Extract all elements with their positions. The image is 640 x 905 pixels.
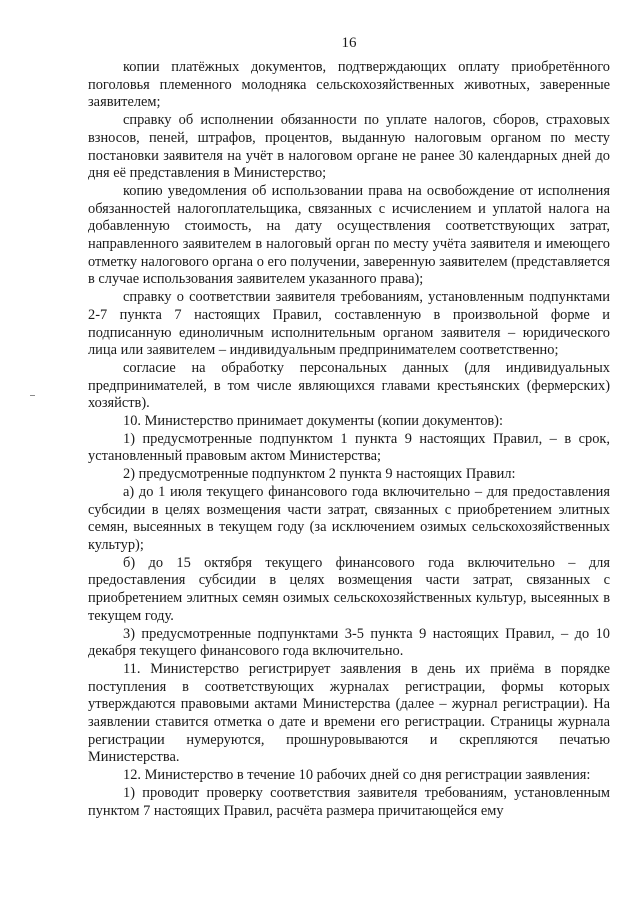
paragraph-clause-10-item-2b: б) до 15 октября текущего финансового года включительно – для предоставления субсидии в целях возмещения части затрат, связанных с приобретением элитных семян озимых сельскохозяйственных культур, высеянных в текущем году. — [88, 554, 610, 624]
paragraph-clause-10: 10. Министерство принимает документы (копии документов): — [123, 413, 503, 430]
page-number: 16 — [341, 35, 357, 51]
paragraph-personal-data-consent: согласие на обработку персональных данных (для индивидуальных предпринимателей, в том числе являющихся главами крестьянских (фермерских) хозяйств). — [88, 359, 610, 412]
paragraph-vat-exemption-notice: копию уведомления об использовании права на освобождение от исполнения обязанностей налогоплательщика, связанных с исчислением и уплатой налога на добавленную стоимость, на дату осуществления соответствующих затрат, направленного заявителем в налоговый орган по месту учёта заявителя и имеющего отметку налогового органа о его получении, заверенную заявителем (представляется в случае использования заявителем указанного права); — [88, 182, 610, 288]
document-body — [88, 59, 610, 820]
paragraph-clause-10-item-2: 2) предусмотренные подпунктом 2 пункта 9 настоящих Правил: — [123, 466, 516, 483]
paragraph-clause-12-item-1: 1) проводит проверку соответствия заявителя требованиям, установленным пунктом 7 настоящих Правил, расчёта размера причитающейся ему — [88, 784, 610, 819]
paragraph-clause-12: 12. Министерство в течение 10 рабочих дней со дня регистрации заявления: — [123, 767, 591, 784]
paragraph-tax-certificate: справку об исполнении обязанности по уплате налогов, сборов, страховых взносов, пеней, штрафов, процентов, выданную налоговым органом по месту постановки заявителя на учёт в налоговом органе не ранее 30 календарных дней до дня её представления в Министерство; — [88, 112, 610, 182]
scan-mark — [30, 395, 35, 396]
paragraph-payment-documents: копии платёжных документов, подтверждающих оплату приобретённого поголовья племенного молодняка сельскохозяйственных животных, заверенные заявителем; — [88, 59, 610, 111]
paragraph-compliance-certificate: справку о соответствии заявителя требованиям, установленным подпунктами 2-7 пункта 7 настоящих Правил, составленную в произвольной форме и подписанную единоличным исполнительным органом заявителя – юридического лица или заявителем – индивидуальным предпринимателем соответственно; — [88, 289, 610, 359]
paragraph-clause-10-item-1: 1) предусмотренные подпунктом 1 пункта 9 настоящих Правил, – в срок, установленный правовым актом Министерства; — [88, 430, 610, 465]
paragraph-clause-10-item-2a: а) до 1 июля текущего финансового года включительно – для предоставления субсидии в целях возмещения части затрат, связанных с приобретением элитных семян, высеянных в текущем году (за исключением озимых сельскохозяйственных культур); — [88, 483, 610, 553]
paragraph-clause-10-item-3: 3) предусмотренные подпунктами 3-5 пункта 9 настоящих Правил, – до 10 декабря текущего финансового года включительно. — [88, 625, 610, 660]
paragraph-clause-11: 11. Министерство регистрирует заявления в день их приёма в порядке поступления в соответствующих журналах регистрации, формы которых утверждаются правовыми актами Министерства (далее – журнал регистрации). На заявлении ставится отметка о дате и времени его регистрации. Страницы журнала регистрации нумеруются, прошнуровываются и скрепляются печатью Министерства. — [88, 660, 610, 766]
